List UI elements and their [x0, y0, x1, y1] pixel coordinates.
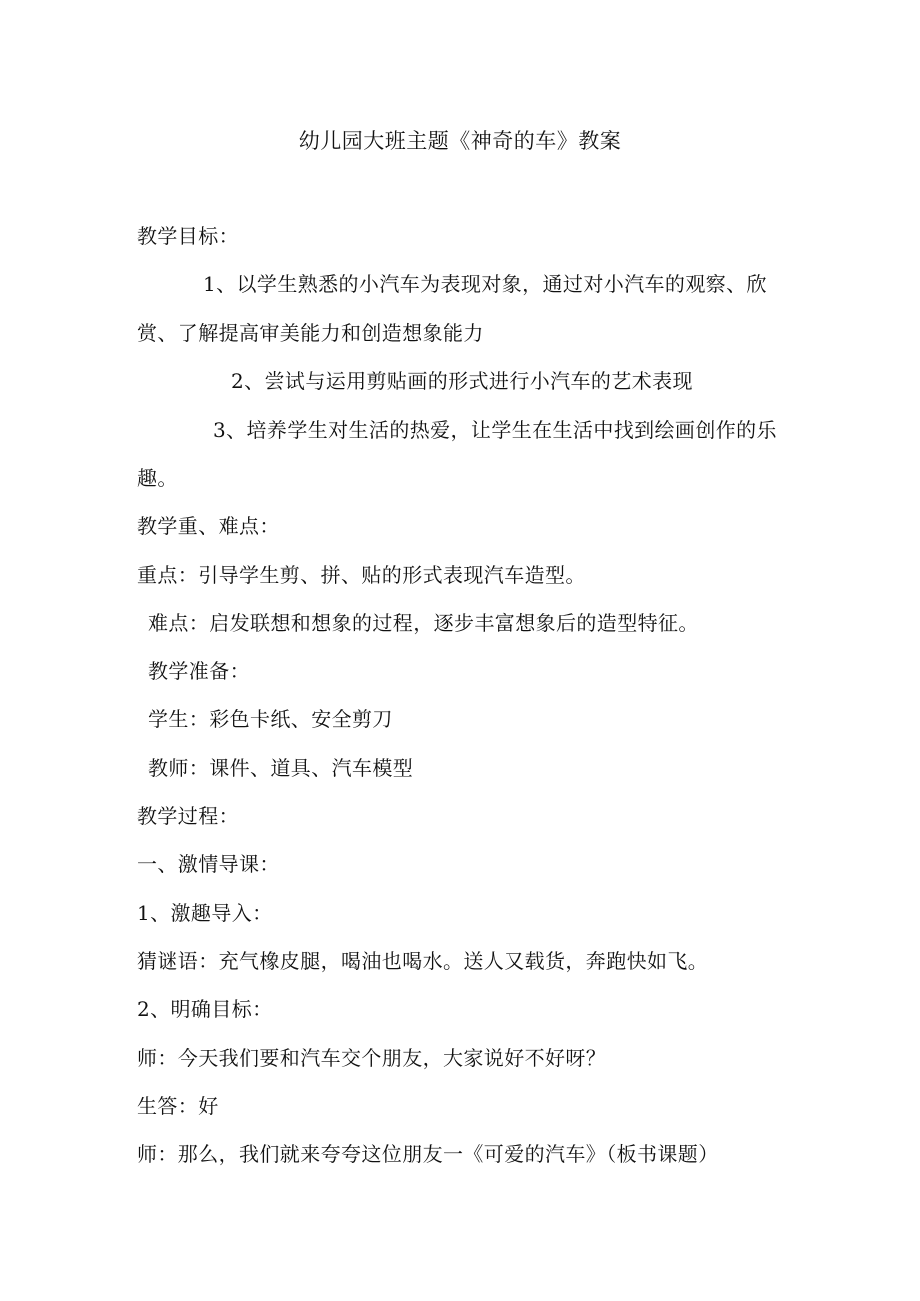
objective-1-line-2: 赏、了解提高审美能力和创造想象能力 — [137, 321, 484, 345]
section-heading-key-points: 教学重、难点： — [137, 514, 280, 538]
riddle-line: 猜谜语：充气橡皮腿，喝油也喝水。送人又载货，奔跑快如飞。 — [137, 949, 709, 973]
document-title: 幼儿园大班主题《神奇的车》教案 — [298, 129, 622, 153]
objective-2: 2、尝试与运用剪贴画的形式进行小汽车的艺术表现 — [231, 369, 693, 393]
teacher-line-2: 师：那么，我们就来夸夸这位朋友一《可爱的汽车》（板书课题） — [137, 1142, 719, 1166]
section-heading-objectives: 教学目标： — [137, 224, 239, 248]
objective-3-line-2: 趣。 — [137, 466, 178, 490]
preparation-teacher: 教师：课件、道具、汽车模型 — [148, 756, 414, 780]
section-heading-preparation: 教学准备： — [148, 659, 250, 683]
preparation-students: 学生：彩色卡纸、安全剪刀 — [148, 707, 393, 731]
student-answer: 生答：好 — [137, 1094, 219, 1118]
key-point: 重点：引导学生剪、拼、贴的形式表现汽车造型。 — [137, 563, 586, 587]
process-substep-1: 1、激趣导入： — [137, 901, 273, 925]
objective-3-line-1: 3、培养学生对生活的热爱，让学生在生活中找到绘画创作的乐 — [213, 418, 777, 442]
teacher-line-1: 师：今天我们要和汽车交个朋友，大家说好不好呀？ — [137, 1046, 607, 1070]
objective-1-line-1: 1、以学生熟悉的小汽车为表现对象，通过对小汽车的观察、欣 — [203, 272, 767, 296]
process-step-1: 一、激情导课： — [137, 852, 280, 876]
process-substep-2: 2、明确目标： — [137, 997, 273, 1021]
difficult-point: 难点：启发联想和想象的过程，逐步丰富想象后的造型特征。 — [148, 611, 699, 635]
section-heading-process: 教学过程： — [137, 804, 239, 828]
